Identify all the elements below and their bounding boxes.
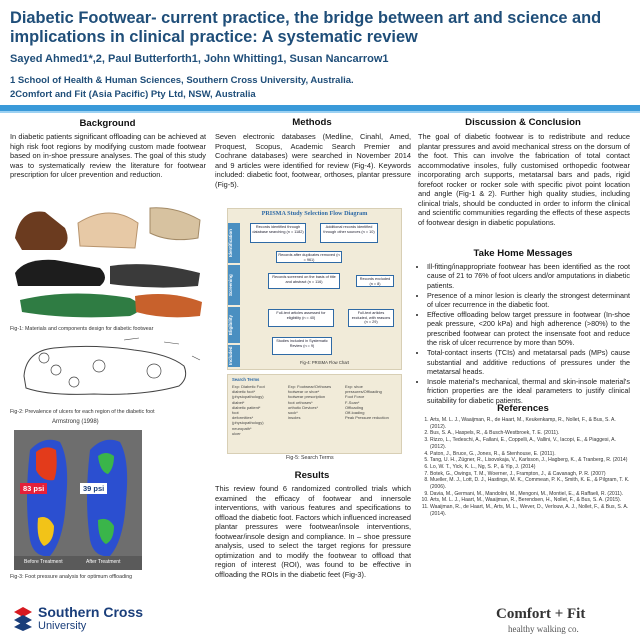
before-psi-badge: 83 psi bbox=[20, 483, 47, 494]
scu-emblem-icon bbox=[12, 606, 34, 632]
fig1-caption: Fig-1: Materials and components design for diabetic footwear bbox=[10, 326, 154, 332]
results-heading: Results bbox=[294, 470, 330, 481]
prisma-flow-chart bbox=[227, 208, 402, 370]
reference-item: 11. Waaijman, R., de Haart, M., Arts, M. L., Wever, D., Verlouw, A. J., Nollet, F., & Bus, S. A. (2014). bbox=[430, 504, 630, 517]
fig2-foot-diagram bbox=[14, 336, 204, 408]
references-list bbox=[416, 417, 630, 518]
take-home-item: • Ill-fitting/inappropriate footwear has been identified as the root cause of 21 to 76% of foot ulcers and/or amputations in diabetic patients. bbox=[427, 262, 630, 290]
lane-screening: Screening bbox=[228, 265, 240, 305]
search-terms-col-diabetic-foot bbox=[232, 384, 284, 436]
prisma-box-fulltext-excluded: Full-text articles excluded, with reasons (n = 29) bbox=[348, 309, 394, 327]
search-terms-col-offloading bbox=[345, 384, 399, 420]
take-home-item: • Presence of a minor lesion is clearly the strongest determinant of ulcer recurrence in the diabetic foot. bbox=[427, 291, 630, 310]
fig3-caption: Fig-3: Foot pressure analysis for optimum offloading bbox=[10, 574, 133, 580]
fig3-pressure-map bbox=[14, 430, 142, 570]
take-home-list bbox=[418, 262, 630, 406]
lane-identification: Identification bbox=[228, 223, 240, 263]
cf-logo-bottom: healthy walking co. bbox=[508, 624, 579, 634]
search-term: Exp: Diabetic Foot bbox=[232, 384, 265, 389]
search-term: F-Scan* bbox=[345, 399, 360, 405]
search-terms-table bbox=[227, 374, 402, 454]
results-text: This review found 6 randomized controlled trials which examined the efficacy of footwear and innersole interventions, with various features and specifications to offload the diabetic foot. Factors which influenced increased plantar pressures were footwear/insole interventions, footwear/insole design and compliance. In – shoe pressure analysis, used to select the target regions for pressure optimization and to modify the footwear to offload that region of interest (ROI), was found to be effective in offloading the ROIs in the diabetic feet (Fig-3). bbox=[215, 484, 411, 579]
take-home-item: • Insole material's mechanical, thermal and skin-insole material's friction properties are the ideal parameters to justify clinical suitability for diabetic patients. bbox=[427, 377, 630, 405]
search-terms-col-footwear bbox=[288, 384, 342, 420]
search-term: neuropath* bbox=[232, 425, 252, 431]
after-treatment-label: After Treatment bbox=[86, 559, 121, 565]
search-term: Exp: shoe pressures/Offloading bbox=[345, 384, 382, 395]
prisma-box-included: Studies included in Systematic Review (n = 9) bbox=[272, 337, 332, 355]
search-term: deformities* (physiopathology) bbox=[232, 415, 264, 426]
southern-cross-logo bbox=[12, 604, 162, 636]
after-psi-badge: 39 psi bbox=[80, 483, 107, 494]
fig2-credit: Armstrong (1998) bbox=[52, 419, 99, 425]
search-term: diabetic patient* bbox=[232, 404, 261, 410]
search-term: Offloading bbox=[345, 404, 364, 410]
search-term: foot orthoses* bbox=[288, 399, 313, 405]
reference-item: 5. Tang, U. H., Zügner, R., Lisovskaja, V., Karlsson, J., Hagberg, K., & Tranberg, R. (2014) bbox=[430, 457, 630, 464]
take-home-item: • Total-contact inserts (TCIs) and metatarsal pads (MPs) cause substantial and additive reductions of pressures under the metatarsal heads. bbox=[427, 348, 630, 376]
search-term: Off-loading bbox=[345, 410, 365, 416]
scu-logo-top: Southern Cross bbox=[38, 604, 144, 620]
prisma-box-duplicates: Records after duplicates removed (n = 961) bbox=[276, 251, 342, 263]
fig2-caption: Fig-2: Prevalence of ulcers for each region of the diabetic foot bbox=[10, 409, 155, 415]
search-term: Foot Force bbox=[345, 394, 365, 400]
prisma-title: PRISMA Study Selection Flow Diagram bbox=[261, 210, 368, 217]
poster-title: Diabetic Footwear- current practice, the bridge between art and science and implications in clinical practice: A systematic review bbox=[10, 9, 602, 46]
reference-item: 1. Arts, M. L. J., Waaijman, R., de Haart, M., Keukenkamp, R., Nollet, F., & Bus, S. A. (2012). bbox=[430, 417, 630, 430]
fig1-footwear-image bbox=[10, 198, 206, 323]
prisma-box-fulltext: Full-text articles assessed for eligibility (n = 40) bbox=[268, 309, 334, 327]
search-term: Peak Pressure reduction bbox=[345, 415, 389, 421]
authors-line: Sayed Ahmed1*,2, Paul Butterforth1, John Whitting1, Susan Nancarrow1 bbox=[10, 53, 389, 65]
prisma-box-other-sources: Additional records identified through other sources (n = 10) bbox=[320, 223, 378, 243]
reference-item: 2. Bus, S. A., Haspels, R., & Busch-Westbroek, T. E. (2011). bbox=[430, 430, 630, 437]
search-term: diabet* bbox=[232, 399, 245, 405]
discussion-text: The goal of diabetic footwear is to redistribute and reduce plantar pressures and avoid mechanical stress on the dorsum of the foot. This can involve the fabrication of total contact accommodative insoles, fully customised orthopedic footwear incorporating arch supports, metatarsal bars and pads, rigid forefoot rocker or rocker sole with specific pivot point location and angle (Fig-1 & 2). Further high quality studies, including clinical trials, should be conducted in order to inform the clinical and scientific communities regarding the effects of these aspects of footwear design in diabetic populations. bbox=[418, 132, 630, 227]
affiliation-2: 2Comfort and Fit (Asia Pacific) Pty Ltd, NSW, Australia bbox=[10, 89, 256, 100]
search-term: insoles bbox=[288, 415, 301, 421]
comfort-fit-logo bbox=[496, 606, 632, 636]
discussion-heading: Discussion & Conclusion bbox=[465, 117, 581, 128]
search-term: foot bbox=[232, 410, 239, 416]
prisma-box-screened: Records screened on the basis of title and abstract (n = 116) bbox=[268, 273, 340, 289]
fig5-caption: Fig-5: Search Terms bbox=[286, 455, 334, 461]
search-terms-heading: Search Terms bbox=[232, 377, 260, 382]
lane-included: Included bbox=[228, 345, 240, 367]
references-heading: References bbox=[497, 403, 549, 414]
fig4-caption: Fig-4: PRISMA Flow Chart bbox=[300, 360, 350, 365]
take-home-item: • Effective offloading below target pressure in footwear (In-shoe peak pressure, <200 kPa) and high adherence (>80%) to the prescribed footwear can protect the insensate foot and reduce the risk of ulcer recurrence by more than 50%. bbox=[427, 310, 630, 348]
search-term: Exp: Footwear/Orthoses bbox=[288, 384, 332, 389]
scu-logo-bottom: University bbox=[38, 620, 87, 632]
reference-item: 3. Rizzo, L., Tedeschi, A., Fallani, E., Coppelli, A., Vallini, V., Iacopi, E., & Piaggesi, A. (2012). bbox=[430, 437, 630, 450]
reference-item: 8. Mueller, M. J., Lott, D. J., Hastings, M. K., Commean, P. K., Smith, K. E., & Pilgram, T. K. (2006). bbox=[430, 477, 630, 490]
reference-item: 4. Paton, J., Bruce, G., Jones, R., & Stenhouse, E. (2011). bbox=[430, 451, 630, 458]
search-term: footwear or shoe* bbox=[288, 389, 320, 395]
reference-item: 6. Lo, W. T., Yick, K. L., Ng, S. P., & Yip, J. (2014) bbox=[430, 464, 630, 471]
search-term: orthotic Devices* bbox=[288, 404, 319, 410]
header-divider-light bbox=[0, 111, 640, 113]
lane-eligibility: Eligibility bbox=[228, 307, 240, 343]
prisma-box-excluded: Records excluded (n = 8) bbox=[356, 275, 394, 287]
before-treatment-label: Before Treatment bbox=[24, 559, 63, 565]
background-heading: Background bbox=[79, 118, 136, 129]
search-term: ulcer bbox=[232, 430, 241, 436]
reference-item: 9. Davia, M., Germani, M., Mandolini, M., Mengoni, M., Montiel, E., & Raffaeli, R. (2011). bbox=[430, 491, 630, 498]
search-term: footwear prescription bbox=[288, 394, 326, 400]
take-home-heading: Take Home Messages bbox=[473, 248, 573, 259]
affiliation-1: 1 School of Health & Human Sciences, Southern Cross University, Australia. bbox=[10, 75, 354, 86]
cf-logo-top: Comfort + Fit bbox=[496, 606, 586, 622]
search-term: sock* bbox=[288, 410, 298, 416]
prisma-box-database: Records identified through database searching (n = 1182) bbox=[250, 223, 306, 243]
search-term: diabetic foot* (physiopathology) bbox=[232, 389, 264, 400]
reference-item: 7. Botek, G., Owings, T. M., Woerner, J., Frampton, J., & Cavanagh, P. R. (2007) bbox=[430, 471, 630, 478]
methods-heading: Methods bbox=[292, 117, 332, 128]
background-text: In diabetic patients significant offloading can be achieved at high risk foot regions by modifying custom made footwear based on in-shoe pressure analyses. The goal of this study was to systematically review the literature for footwear prescription for ulcer prevention and reduction. bbox=[10, 132, 206, 179]
methods-text: Seven electronic databases (Medline, Cinahl, Amed, Proquest, Scopus, Academic Search Premier and Cochrane databases) were searched in November 2014 and 9 articles were identified for review (Fig-4). Keywords included: diabetic foot, footwear, orthoses, plantar pressure (Fig-5). bbox=[215, 132, 411, 189]
reference-item: 10. Arts, M. L. J., Haart, M., Waaijman, R., Berendsen, H., Nollet, F., & Bus, S. A. (2015). bbox=[430, 497, 630, 504]
